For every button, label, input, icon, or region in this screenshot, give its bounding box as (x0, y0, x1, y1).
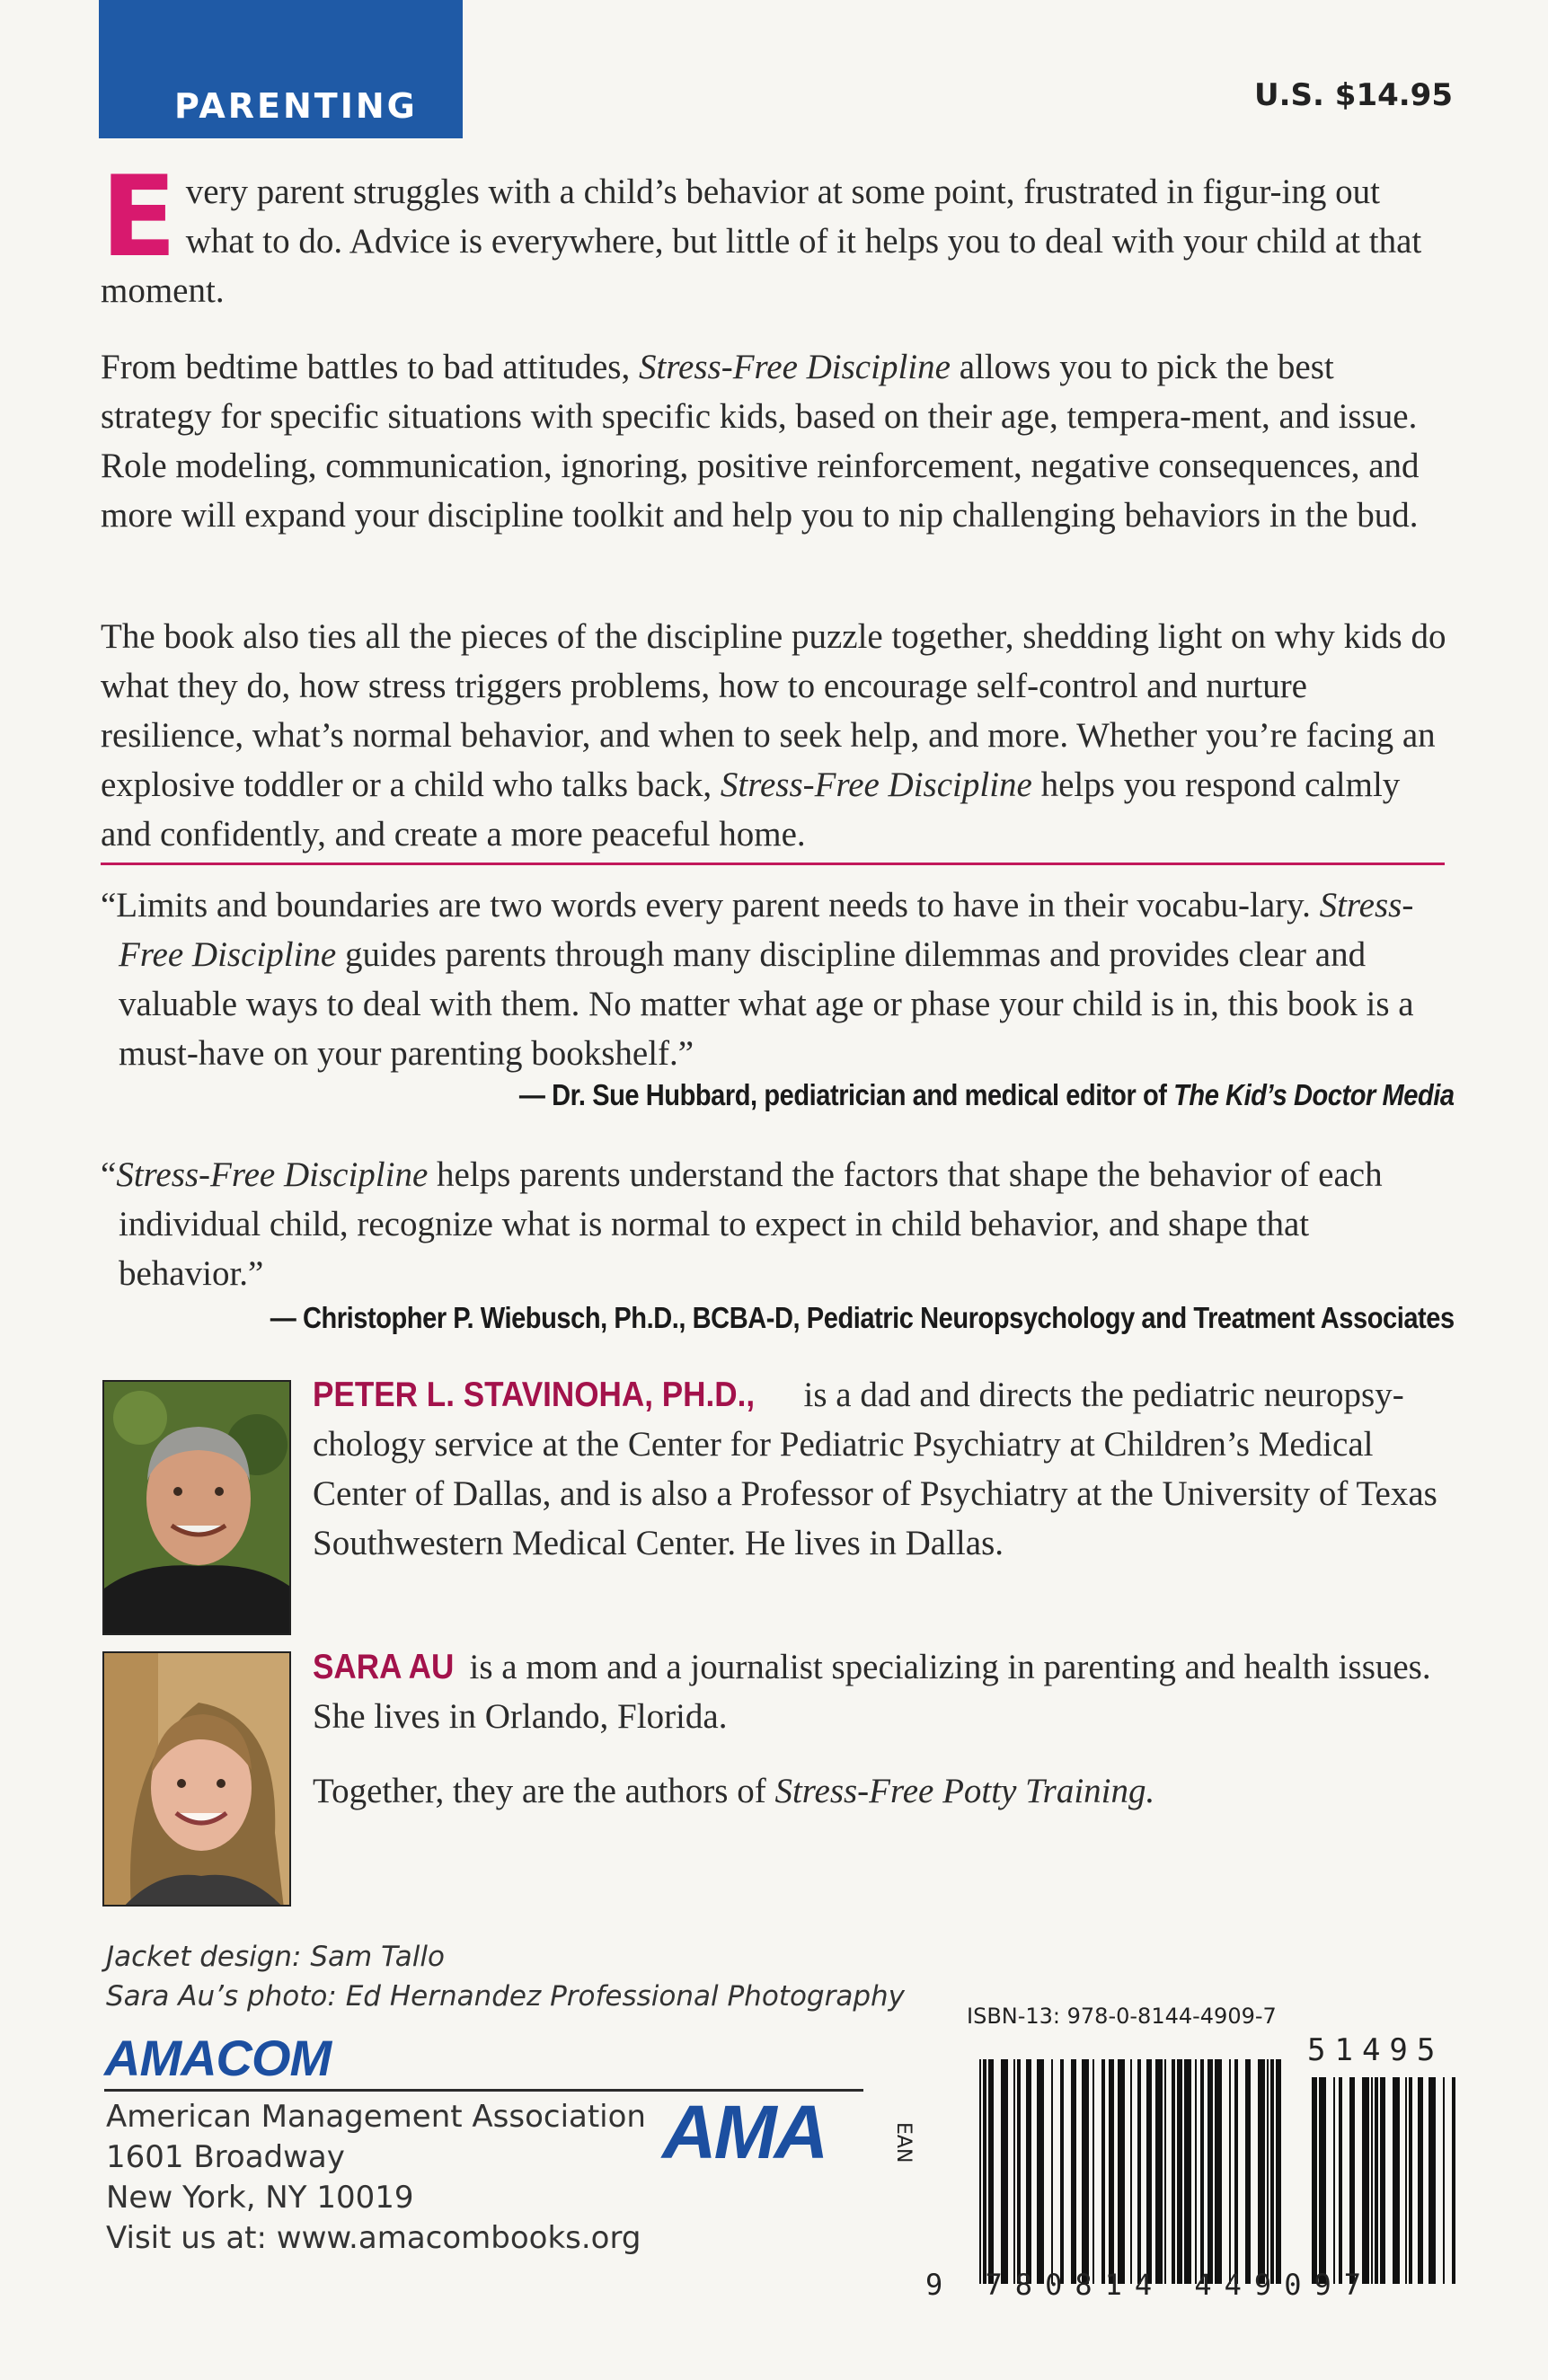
price-label: U.S. $14.95 (1254, 77, 1453, 113)
publisher-website: Visit us at: www.amacombooks.org (106, 2220, 641, 2256)
barcode-bar (1405, 2077, 1407, 2284)
barcode-bar (988, 2059, 994, 2284)
barcode-bar (1270, 2059, 1274, 2284)
media-title: The Kid’s Doctor Media (1173, 1078, 1455, 1111)
barcode-bar (1082, 2059, 1089, 2284)
barcode-bar (1026, 2059, 1031, 2284)
barcode-bar (1017, 2059, 1021, 2284)
together-text: Together, they are the authors of (313, 1772, 775, 1810)
barcode-bar (1375, 2077, 1378, 2284)
endorsement-quote-1 (101, 880, 1453, 1078)
barcode-bar (1184, 2059, 1191, 2284)
other-book-title: Stress-Free Potty Training. (774, 1772, 1155, 1810)
barcode-bar (1164, 2059, 1166, 2284)
publisher-street: 1601 Broadway (106, 2139, 345, 2175)
ean-13-bars (979, 2059, 1281, 2284)
barcode-bar (1245, 2059, 1251, 2284)
paragraph-2-text-a: From bedtime battles to bad attitudes, (101, 348, 639, 386)
barcode-bar (1071, 2059, 1076, 2284)
barcode-bar (1172, 2059, 1175, 2284)
amacom-logo: AMACOM (104, 2030, 332, 2086)
barcode-bar (1258, 2059, 1265, 2284)
drop-cap: E (101, 153, 177, 282)
author-photo-sara (102, 1651, 291, 1907)
price-addon-bars (1312, 2077, 1455, 2284)
author-bio-peter (313, 1370, 1454, 1568)
barcode-bar (1092, 2059, 1094, 2284)
description-paragraph-3 (101, 612, 1453, 859)
barcode-bar (1380, 2077, 1385, 2284)
category-label: PARENTING (174, 86, 418, 126)
book-title: Stress-Free Discipline (116, 1155, 429, 1194)
book-title: Stress-Free Discipline (720, 765, 1032, 804)
author-bio-text: is a mom and a journalist specializing in parenting and health issues. She lives in Orlando, Florida. (313, 1648, 1431, 1736)
barcode-bar (1333, 2077, 1335, 2284)
author-bio-text: is a dad and directs the pediatric neuropsy-chology service at the Center for Pediatric Psychiatry at Children’s Medical Center of Dallas, and is also a Professor of Psychiatry at the University of Texas Southwestern Medical Center. He lives in Dallas. (313, 1376, 1437, 1562)
ama-logo: AMA (662, 2090, 827, 2174)
barcode-bar (1177, 2059, 1182, 2284)
paragraph-3-text-a: The book also ties all the pieces of the discipline puzzle together, shedding light on why kids do what they do, how stress triggers problems, how to encourage self-control and nurture resilience, what’s normal behavior, and when to seek help, and more. Whether you’re facing an explosive toddler or a child who talks back, (101, 617, 1446, 804)
quote-1-author: — Dr. Sue Hubbard, pediatrician and medical editor of (519, 1078, 1174, 1111)
barcode-bar (1051, 2059, 1053, 2284)
barcode-bar (1267, 2059, 1269, 2284)
barcode-bar (1312, 2077, 1317, 2284)
author-name-sara: SARA AU (313, 1648, 455, 1686)
barcode-bar (1137, 2059, 1141, 2284)
barcode-bar (1452, 2077, 1455, 2284)
barcode-bar (1276, 2059, 1281, 2284)
endorsement-quote-2 (101, 1150, 1453, 1298)
barcode-bar (1418, 2077, 1423, 2284)
barcode-bar (1215, 2059, 1222, 2284)
barcode-bar (983, 2059, 986, 2284)
quote-2-attribution: — Christopher P. Wiebusch, Ph.D., BCBA-D, Pediatric Neuropsychology and Treatment Associates (270, 1301, 1455, 1334)
publisher-address (106, 2097, 646, 2259)
section-divider (101, 863, 1445, 865)
barcode-bar (1001, 2059, 1008, 2284)
paragraph-3-text-b: helps you respond calmly and confidently, and create a more peaceful home. (101, 765, 1401, 854)
book-title: Stress-Free Discipline (638, 348, 951, 386)
description-paragraph-2 (101, 342, 1453, 540)
isbn-label: ISBN-13: 978-0-8144-4909-7 (967, 2004, 1277, 2029)
barcode-bar (1362, 2077, 1369, 2284)
publisher-name: American Management Association (106, 2099, 646, 2135)
barcode-bar (1118, 2059, 1125, 2284)
barcode-bar (979, 2059, 981, 2284)
ean-label: EAN (892, 2122, 915, 2163)
barcode-bar (1339, 2077, 1342, 2284)
book-title: Stress-Free Discipline (119, 886, 1414, 974)
quote-2-text: helps parents understand the factors that shape the behavior of each individual child, recognize what is normal to expect in child behavior, and shape that behavior.” (119, 1155, 1383, 1293)
author-name-peter: PETER L. STAVINOHA, PH.D., (313, 1376, 756, 1414)
barcode-bar (1234, 2059, 1238, 2284)
quote-1-text-a: “Limits and boundaries are two words every parent needs to have in their vocabu-lary. (101, 886, 1320, 925)
quote-1-text-b: guides parents through many discipline dilemmas and provides clear and valuable ways to deal with them. No matter what age or phase your child is in, this book is a must-have on your parenting bookshelf.” (119, 935, 1414, 1073)
quote-1-attribution (519, 1078, 1455, 1112)
author-photo-peter (102, 1380, 291, 1635)
barcode-bar (1130, 2059, 1132, 2284)
barcode-bar (1037, 2059, 1044, 2284)
barcode-bar (1146, 2059, 1152, 2284)
publisher-city: New York, NY 10019 (106, 2180, 414, 2216)
portrait-man-icon (104, 1382, 291, 1635)
paragraph-1-text: very parent struggles with a child’s behavior at some point, frustrated in figur-ing out what to do. Advice is everywhere, but little of it helps you to deal with your child at that moment. (101, 173, 1422, 310)
authors-other-book (313, 1766, 1454, 1816)
barcode-bar (1349, 2077, 1355, 2284)
barcode-bar (1013, 2059, 1015, 2284)
barcode-bar (1101, 2059, 1105, 2284)
author-bio-sara (313, 1642, 1454, 1741)
category-tag (99, 0, 463, 138)
photo-credit: Sara Au’s photo: Ed Hernandez Professional Photography (106, 1980, 906, 2013)
barcode-digits: 9 780814 449097 (925, 2268, 1374, 2302)
portrait-woman-icon (104, 1653, 291, 1907)
barcode-bar (1443, 2077, 1445, 2284)
barcode-bar (1195, 2059, 1197, 2284)
quote-2-open: “ (101, 1155, 117, 1194)
barcode-bar (1409, 2077, 1412, 2284)
barcode-bar (1393, 2077, 1400, 2284)
price-code: 51495 (1307, 2032, 1445, 2068)
barcode-bar (1060, 2059, 1064, 2284)
barcode-bar (1207, 2059, 1213, 2284)
jacket-credit: Jacket design: Sam Tallo (106, 1941, 445, 1973)
barcode-bar (1200, 2059, 1204, 2284)
barcode-bar (1229, 2059, 1231, 2284)
barcode-bar (1155, 2059, 1163, 2284)
paragraph-2-text-b: allows you to pick the best strategy for specific situations with specific kids, based on their age, tempera-ment, and issue. Role modeling, communication, ignoring, positive reinforcement, negative consequences, and more will expand your discipline toolkit and help you to nip challenging behaviors in the bud. (101, 348, 1420, 535)
description-paragraph-1 (101, 153, 1453, 315)
barcode-bar (1429, 2077, 1436, 2284)
barcode-bar (1109, 2059, 1114, 2284)
barcode-bar (1371, 2077, 1373, 2284)
barcode-bar (1319, 2077, 1326, 2284)
